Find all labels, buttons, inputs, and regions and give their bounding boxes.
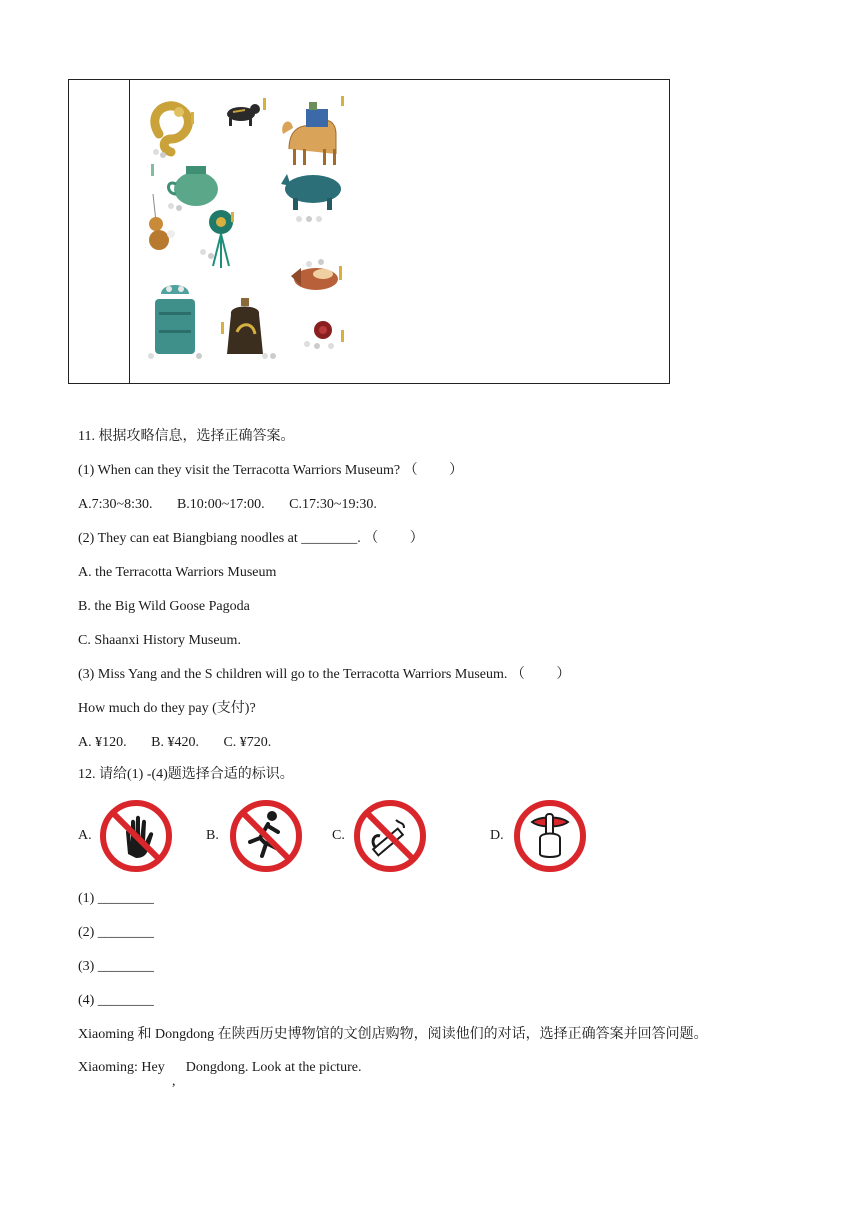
gilt-silver-flask-artifact xyxy=(221,298,276,359)
q11-part1-question: (1) When can they visit the Terracotta Warriors Museum? （ ） xyxy=(78,463,464,478)
lacquer-box-artifact xyxy=(304,321,344,349)
sign-option-d-letter: D. xyxy=(490,828,504,843)
sign-option-a-letter: A. xyxy=(78,828,92,843)
no-running-icon xyxy=(228,798,304,874)
q11-part3-question: (3) Miss Yang and the S children will go to the Terracotta Warriors Museum. （ ） xyxy=(78,667,571,682)
dialogue-comma: , xyxy=(172,1074,176,1089)
q11-part3-options: A. ¥120. B. ¥420. C. ¥720. xyxy=(78,735,272,750)
gold-dragon-artifact xyxy=(153,106,194,158)
artifact-illustrations xyxy=(141,94,351,364)
bronze-beast-artifact xyxy=(227,98,266,126)
q12-blank-4: (4) ________ xyxy=(78,993,154,1008)
info-table xyxy=(68,79,670,384)
sign-option-b-letter: B. xyxy=(206,828,219,843)
jade-pot-artifact xyxy=(151,164,218,211)
no-smoking-icon xyxy=(352,798,428,874)
dialogue-line-1: Xiaoming: Hey Dongdong. Look at the picture. xyxy=(78,1060,362,1075)
q11-title: 11. 根据攻略信息，选择正确答案。 xyxy=(78,429,295,444)
table-column-divider xyxy=(129,80,130,383)
q11-part2-option-a: A. the Terracotta Warriors Museum xyxy=(78,565,277,580)
bronze-rhino-artifact xyxy=(281,174,341,222)
q12-blank-3: (3) ________ xyxy=(78,959,154,974)
agate-cup-artifact xyxy=(291,259,342,290)
bronze-ritual-vessel-artifact xyxy=(148,285,202,359)
no-touching-icon xyxy=(98,798,174,874)
q12-title: 12. 请给(1) -(4)题选择合适的标识。 xyxy=(78,767,294,782)
q11-part2-option-b: B. the Big Wild Goose Pagoda xyxy=(78,599,250,614)
sign-option-c-letter: C. xyxy=(332,828,345,843)
gourd-pendant-artifact xyxy=(149,194,175,250)
q12-blank-2: (2) ________ xyxy=(78,925,154,940)
q11-part3-subquestion: How much do they pay (支付)? xyxy=(78,701,256,716)
q11-part2-question: (2) They can eat Biangbiang noodles at ________. （ ） xyxy=(78,531,424,546)
keep-quiet-icon xyxy=(512,798,588,874)
q12-blank-1: (1) ________ xyxy=(78,891,154,906)
tri-color-camel-artifact xyxy=(282,96,344,165)
passage-intro: Xiaoming 和 Dongdong 在陕西历史博物馆的文创店购物，阅读他们的对话，选择正确答案并回答问题。 xyxy=(78,1027,708,1042)
q11-part1-options: A.7:30~8:30. B.10:00~17:00. C.17:30~19:30. xyxy=(78,497,377,512)
q11-part2-option-c: C. Shaanxi History Museum. xyxy=(78,633,241,648)
jade-dragon-pendant-artifact xyxy=(200,210,234,268)
sign-options-row xyxy=(78,798,638,872)
